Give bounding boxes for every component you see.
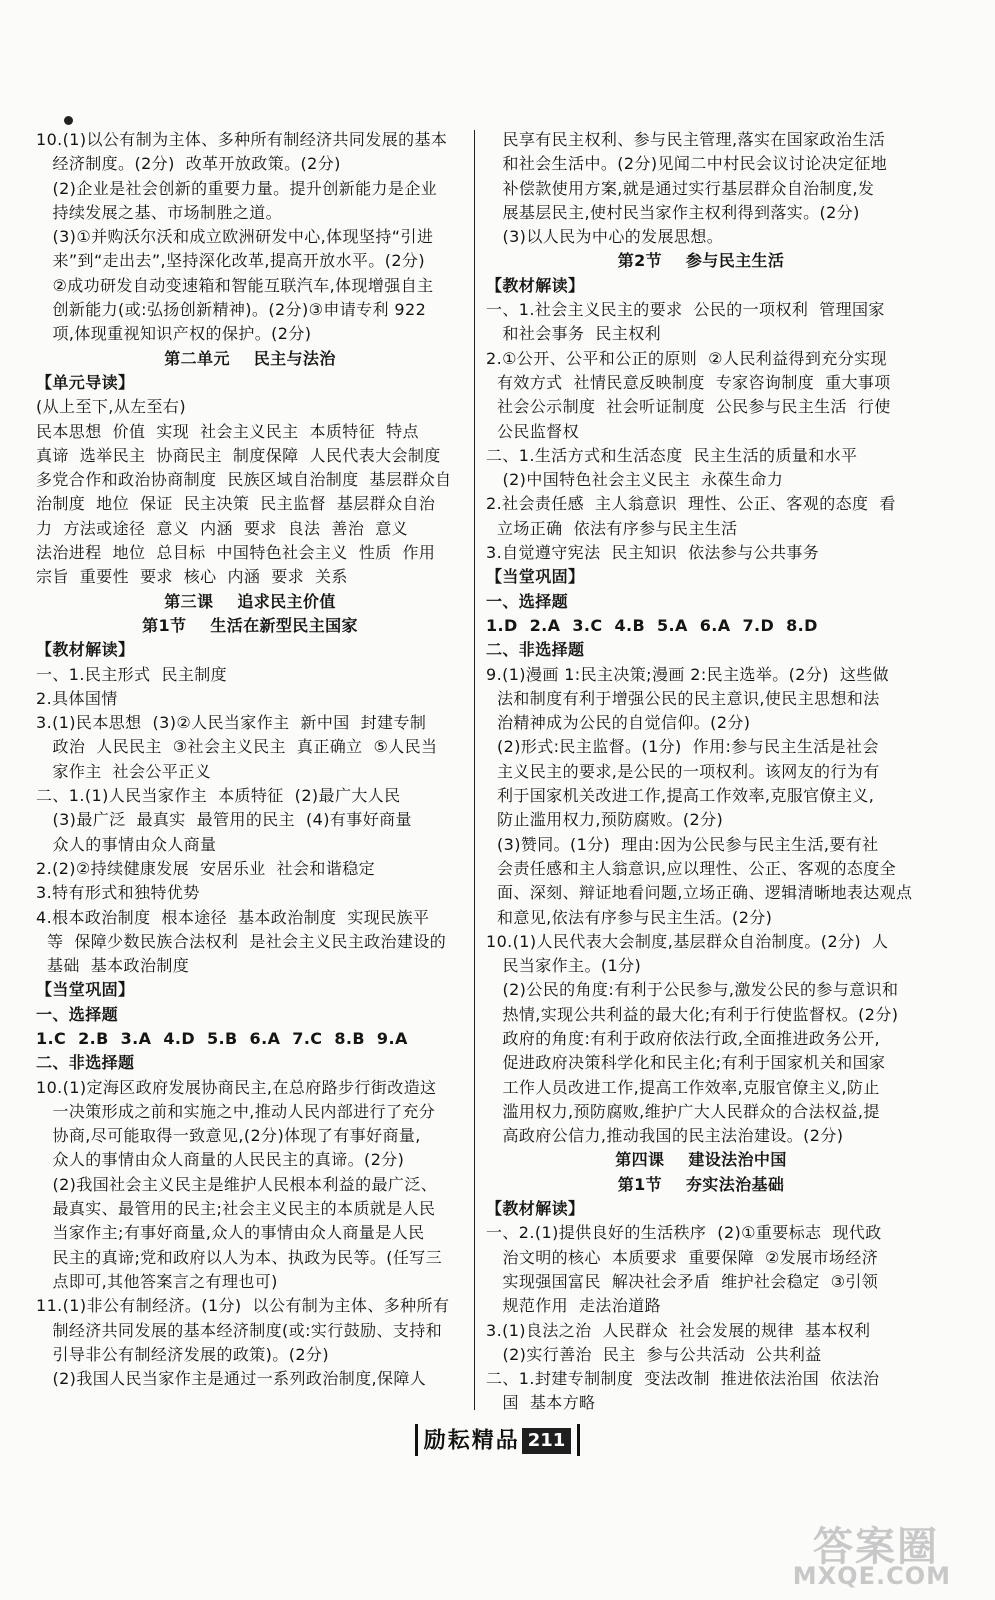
text-line: 促进政府决策科学化和民主化;有利于国家机关和国家 [486, 1053, 886, 1073]
text-line: 规范作用 走法治道路 [486, 1296, 662, 1316]
text-line: 众人的事情由众人商量的人民民主的真谛。(2分) [36, 1150, 405, 1170]
page-footer [0, 1424, 995, 1460]
text-line: 2.(2)②持续健康发展 安居乐业 社会和谐稳定 [36, 858, 376, 878]
text-line: (2)形式:民主监督。(1分) 作用:参与民主生活是社会 [486, 737, 879, 757]
text-line: 二、1.封建专制制度 变法改制 推进依法治国 依法治 [486, 1369, 880, 1389]
text-line: 持续发展之基、市场制胜之道。 [36, 202, 283, 222]
text-line: 治文明的核心 本质要求 重要保障 ②发展市场经济 [486, 1247, 879, 1267]
text-line: (3)最广泛 最真实 最管用的民主 (4)有事好商量 [36, 810, 412, 830]
text-line: 主义民主的要求,是公民的一项权利。该网友的行为有 [486, 761, 880, 781]
text-line: 2.具体国情 [36, 688, 118, 708]
text-line: 2.①公开、公平和公正的原则 ②人民利益得到充分实现 [486, 348, 887, 368]
text-line: 法治进程 地位 总目标 中国特色社会主义 性质 作用 [36, 543, 436, 563]
bullet-dot [64, 116, 73, 125]
text-line: 10.(1)以公有制为主体、多种所有制经济共同发展的基本 [36, 130, 448, 149]
text-line: 二、1.生活方式和生活态度 民主生活的质量和水平 [486, 445, 858, 465]
text-line: 一、1.社会主义民主的要求 公民的一项权利 管理国家 [486, 300, 885, 320]
text-line: 最真实、最管用的民主;社会主义民主的本质就是人民 [36, 1199, 436, 1219]
left-column [36, 128, 464, 1418]
text-line: 会责任感和主人翁意识,应以理性、公正、客观的态度全 [486, 858, 897, 878]
text-line: 力 方法或途径 意义 内涵 要求 良法 善治 意义 [36, 518, 409, 538]
text-line: 一、2.(1)提供良好的生活秩序 (2)①重要标志 现代政 [486, 1223, 882, 1243]
text-line: 二、非选择题 [486, 640, 585, 660]
text-line: 民主的真谛;党和政府以人为本、执政为民等。(任写三 [36, 1247, 443, 1267]
text-line: 项,体现重视知识产权的保护。(2分) [36, 324, 312, 344]
text-line: 1.D 2.A 3.C 4.B 5.A 6.A 7.D 8.D [486, 615, 818, 635]
text-line: 当家作主;有事好商量,众人的事情由众人商量是人民 [36, 1223, 425, 1243]
text-line: (3)以人民为中心的发展思想。 [486, 227, 724, 247]
text-line: 【当堂巩固】 [486, 567, 585, 587]
text-line: 第二单元 民主与法治 [164, 348, 336, 368]
text-line: (3)①并购沃尔沃和成立欧洲研发中心,体现坚持“引进 [36, 227, 434, 247]
text-line: 协商,尽可能取得一致意见,(2分)体现了有事好商量, [36, 1126, 421, 1146]
text-line: 【教材解读】 [36, 640, 135, 660]
right-column [486, 128, 916, 1418]
text-line: 政治 人民民主 ③社会主义民主 真正确立 ⑤人民当 [36, 737, 438, 757]
text-line: (2)实行善治 民主 参与公共活动 公共利益 [486, 1344, 822, 1364]
watermark-logo: 答案圈 [813, 1524, 939, 1570]
text-line: 治制度 地位 保证 民主决策 民主监督 基层群众自治 [36, 494, 436, 514]
text-line: 基础 基本政治制度 [36, 956, 190, 976]
text-line: 热情,实现公共利益的最大化;有利于行使监督权。(2分) [486, 1004, 899, 1024]
text-line: 一、1.民主形式 民主制度 [36, 664, 228, 684]
text-line: (2)公民的角度:有利于公民参与,激发公民的参与意识和 [486, 980, 899, 1000]
text-line: 点即可,其他答案言之有理也可) [36, 1271, 278, 1291]
text-line: 2.社会责任感 主人翁意识 理性、公正、客观的态度 看 [486, 494, 896, 514]
text-line: ②成功研发自动变速箱和智能互联汽车,体现增强自主 [36, 275, 434, 295]
text-line: 一、选择题 [486, 591, 569, 611]
text-line: 3.(1)民本思想 (3)②人民当家作主 新中国 封建专制 [36, 713, 427, 733]
text-line: 防止滥用权力,预防腐败。(2分) [486, 810, 724, 830]
text-line: 引导非公有制经济发展的政策)。(2分) [36, 1344, 329, 1364]
text-line: 9.(1)漫画 1:民主决策;漫画 2:民主选举。(2分) 这些做 [486, 664, 890, 684]
brand-logo: 励耘精品 [423, 1427, 520, 1454]
text-line: 1.C 2.B 3.A 4.D 5.B 6.A 7.C 8.B 9.A [36, 1028, 408, 1048]
text-line: 多党合作和政治协商制度 民族区域自治制度 基层群众自 [36, 470, 452, 490]
text-line: 治精神成为公民的自觉信仰。(2分) [486, 713, 751, 733]
text-line: 二、1.(1)人民当家作主 本质特征 (2)最广大人民 [36, 786, 401, 806]
text-line: 第三课 追求民主价值 [164, 591, 336, 611]
text-line: 滥用权力,预防腐败,维护广大人民群众的合法权益,提 [486, 1101, 880, 1121]
text-line: 【教材解读】 [486, 275, 585, 295]
text-line: 4.根本政治制度 根本途径 基本政治制度 实现民族平 [36, 907, 430, 927]
text-line: 政府的角度:有利于政府依法行政,全面推进政务公开, [486, 1028, 881, 1048]
watermark-url: MXQE.COM [792, 1562, 951, 1590]
text-line: 民享有民主权利、参与民主管理,落实在国家政治生活 [486, 130, 886, 149]
column-divider [474, 130, 475, 1410]
text-line: (3)赞同。(1分) 理由:因为公民参与民主生活,要有社 [486, 834, 879, 854]
footer-box [415, 1424, 581, 1456]
text-line: (2)我国社会主义民主是维护人民根本利益的最广泛、 [36, 1174, 438, 1194]
text-line: 【当堂巩固】 [36, 980, 135, 1000]
text-line: 宗旨 重要性 要求 核心 内涵 要求 关系 [36, 567, 348, 587]
text-line: 来”到“走出去”,坚持深化改革,提高开放水平。(2分) [36, 251, 425, 271]
text-line: 第1节 夯实法治基础 [617, 1174, 785, 1194]
text-line: 制经济共同发展的基本经济制度(或:实行鼓励、支持和 [36, 1320, 443, 1340]
text-line: 和社会生活中。(2分)见闻二中村民会议讨论决定征地 [486, 154, 888, 174]
text-line: 实现强国富民 解决社会矛盾 维护社会稳定 ③引领 [486, 1271, 879, 1291]
text-line: 一决策形成之前和实施之中,推动人民内部进行了充分 [36, 1101, 436, 1121]
text-line: 10.(1)人民代表大会制度,基层群众自治制度。(2分) 人 [486, 931, 889, 951]
text-line: (2)我国人民当家作主是通过一系列政治制度,保障人 [36, 1369, 427, 1389]
text-line: 众人的事情由众人商量 [36, 834, 217, 854]
text-line: 【单元导读】 [36, 372, 135, 392]
text-line: 补偿款使用方案,就是通过实行基层群众自治制度,发 [486, 178, 875, 198]
text-line: 第1节 生活在新型民主国家 [142, 615, 358, 635]
text-line: 有效方式 社情民意反映制度 专家咨询制度 重大事项 [486, 372, 891, 392]
text-line: 和意见,依法有序参与民主生活。(2分) [486, 907, 773, 927]
text-line: 高政府公信力,推动我国的民主法治建设。(2分) [486, 1126, 844, 1146]
text-line: 3.自觉遵守宪法 民主知识 依法参与公共事务 [486, 543, 820, 563]
text-line: 10.(1)定海区政府发展协商民主,在总府路步行街改造这 [36, 1077, 437, 1097]
text-line: 民当家作主。(1分) [486, 956, 642, 976]
text-line: 和社会事务 民主权利 [486, 324, 662, 344]
text-line: 3.特有形式和独特优势 [36, 883, 200, 903]
text-line: 立场正确 依法有序参与民主生活 [486, 518, 738, 538]
text-line: 11.(1)非公有制经济。(1分) 以公有制为主体、多种所有 [36, 1296, 450, 1316]
text-line: (2)中国特色社会主义民主 永葆生命力 [486, 470, 784, 490]
text-line: 利于国家机关改进工作,提高工作效率,克服官僚主义, [486, 786, 875, 806]
text-line: 创新能力(或:弘扬创新精神)。(2分)③申请专利 922 [36, 300, 427, 320]
text-line: 真谛 选举民主 协商民主 制度保障 人民代表大会制度 [36, 445, 441, 465]
text-line: (从上至下,从左至右) [36, 397, 186, 417]
text-line: 社会公示制度 社会听证制度 公民参与民主生活 行使 [486, 397, 891, 417]
text-line: 面、深刻、辩证地看问题,立场正确、逻辑清晰地表达观点 [486, 883, 913, 903]
text-line: 经济制度。(2分) 改革开放政策。(2分) [36, 154, 341, 174]
text-line: 展基层民主,使村民当家作主权利得到落实。(2分) [486, 202, 860, 222]
text-line: 等 保障少数民族合法权利 是社会主义民主政治建设的 [36, 931, 447, 951]
text-line: 公民监督权 [486, 421, 579, 441]
text-line: 第2节 参与民主生活 [617, 251, 785, 271]
text-line: 民本思想 价值 实现 社会主义民主 本质特征 特点 [36, 421, 419, 441]
text-line: 工作人员改进工作,提高工作效率,克服官僚主义,防止 [486, 1077, 880, 1097]
text-line: 二、非选择题 [36, 1053, 135, 1073]
text-line: 【教材解读】 [486, 1199, 585, 1219]
page-number: 211 [522, 1428, 572, 1454]
text-line: 法和制度有利于增强公民的民主意识,使民主思想和法 [486, 688, 880, 708]
text-line: 一、选择题 [36, 1004, 119, 1024]
text-line: 3.(1)良法之治 人民群众 社会发展的规律 基本权利 [486, 1320, 871, 1340]
text-line: 家作主 社会公平正义 [36, 761, 212, 781]
text-line: 第四课 建设法治中国 [615, 1150, 787, 1170]
text-line: (2)企业是社会创新的重要力量。提升创新能力是企业 [36, 178, 438, 198]
text-line: 国 基本方略 [486, 1393, 596, 1413]
